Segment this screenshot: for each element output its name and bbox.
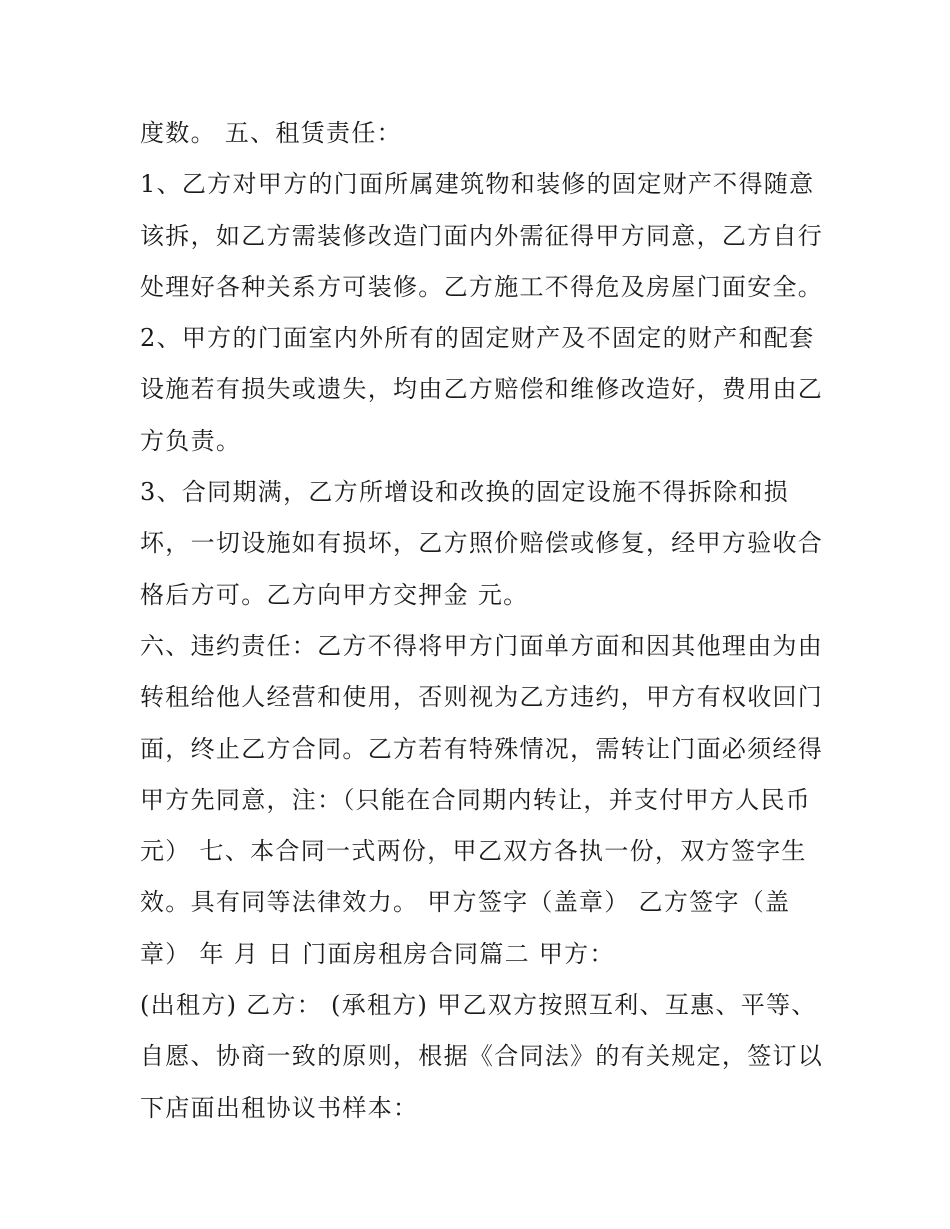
text-line: 该拆，如乙方需装修改造门面内外需征得甲方同意，乙方自行: [140, 221, 824, 250]
document-body: [140, 108, 824, 1134]
text-line: 元） 七、本合同一式两份，甲乙双方各执一份，双方签字生: [140, 837, 807, 866]
text-line: 2、甲方的门面室内外所有的固定财产及不固定的财产和配套: [140, 324, 815, 353]
text-line: 格后方可。乙方向甲方交押金 元。: [140, 580, 529, 609]
text-line: 坏，一切设施如有损坏，乙方照价赔偿或修复，经甲方验收合: [140, 529, 824, 558]
text-line: 面，终止乙方合同。乙方若有特殊情况，需转让门面必须经得: [140, 734, 824, 763]
text-line: (出租方) 乙方： (承租方) 甲乙双方按照互利、互惠、平等、: [140, 991, 817, 1020]
text-line: 3、合同期满，乙方所增设和改换的固定设施不得拆除和损: [140, 478, 790, 507]
text-line: 转租给他人经营和使用，否则视为乙方违约，甲方有权收回门: [140, 683, 824, 712]
text-line: 方负责。: [140, 426, 242, 455]
text-line: 六、违约责任：乙方不得将甲方门面单方面和因其他理由为由: [140, 631, 824, 660]
text-line: 处理好各种关系方可装修。乙方施工不得危及房屋门面安全。: [140, 272, 824, 301]
text-line: 度数。 五、租赁责任：: [140, 119, 402, 147]
text-line: 设施若有损失或遗失，均由乙方赔偿和维修改造好，费用由乙: [140, 375, 824, 404]
text-line: 1、乙方对甲方的门面所属建筑物和装修的固定财产不得随意: [140, 170, 815, 199]
text-line: 章） 年 月 日 门面房租房合同篇二 甲方：: [140, 939, 615, 968]
text-line: 下店面出租协议书样本：: [140, 1093, 419, 1122]
text-line: 效。具有同等法律效力。 甲方签字（盖章） 乙方签字（盖: [140, 888, 791, 917]
text-line: 自愿、协商一致的原则，根据《合同法》的有关规定，签订以: [140, 1042, 824, 1071]
text-line: 甲方先同意，注：（只能在合同期内转让，并支付甲方人民币: [140, 785, 812, 814]
